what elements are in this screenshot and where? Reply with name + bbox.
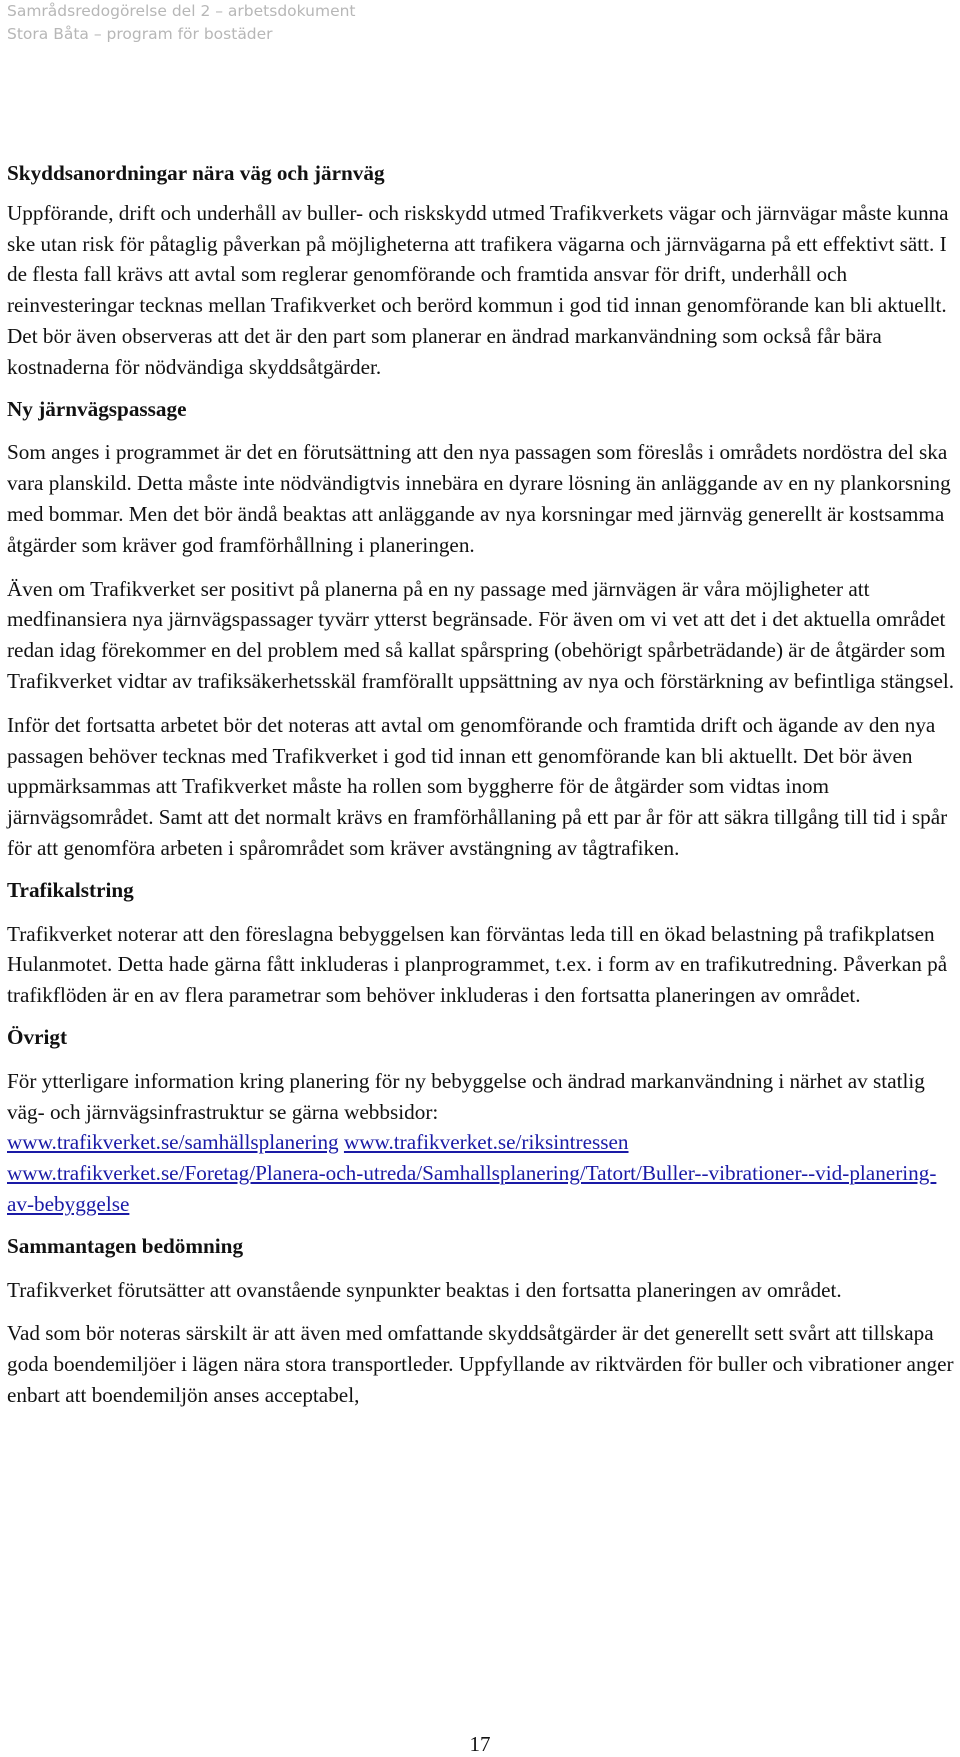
paragraph-trafik-1: Trafikverket noterar att den föreslagna bebyggelsen kan förväntas leda till en ökad belastning på trafikplatsen Hulanmotet. Detta hade gärna fått inkluderas i planprogrammet, t.ex. i form av en trafikutredning. Påverkan på trafikflöden är en av flera parametrar som behöver inkluderas i den fortsatta planeringen av området. bbox=[7, 921, 948, 1008]
header-program-title: Stora Båta – program för bostäder bbox=[7, 25, 273, 43]
paragraph-passage-2: Även om Trafikverket ser positivt på planerna på en ny passage med järnvägen är våra möjligheter att medfinansiera nya järnvägspassager tyvärr ytterst begränsade. För även om vi vet att det i det aktuella området redan idag förekommer en del problem med så kallat spårspring (obehörigt spårbeträdande) är de åtgärder som Trafikverket vidtar av trafiksäkerhetsskäl framförallt uppsättning av nya och förstärkning av befintliga stängsel. bbox=[7, 576, 955, 693]
heading-ovrigt: Övrigt bbox=[7, 1024, 68, 1049]
document-body bbox=[7, 158, 957, 1411]
running-header bbox=[7, 0, 356, 46]
heading-sammantagen-bedomning: Sammantagen bedömning bbox=[7, 1233, 244, 1258]
link-riksintressen[interactable]: www.trafikverket.se/riksintressen bbox=[343, 1130, 629, 1155]
heading-trafikalstring: Trafikalstring bbox=[7, 877, 134, 902]
heading-ny-jarnvagspassage: Ny järnvägspassage bbox=[7, 396, 187, 421]
link-samhallsplanering[interactable]: www.trafikverket.se/samhällsplanering bbox=[7, 1130, 339, 1155]
header-document-title: Samrådsredogörelse del 2 – arbetsdokument bbox=[7, 2, 356, 20]
page-number: 17 bbox=[469, 1732, 491, 1756]
heading-skyddsanordningar: Skyddsanordningar nära väg och järnväg bbox=[7, 161, 385, 185]
paragraph-samman-1: Trafikverket förutsätter att ovanstående synpunkter beaktas i den fortsatta planeringen av området. bbox=[7, 1277, 842, 1302]
paragraph-skydd-1: Uppförande, drift och underhåll av buller- och riskskydd utmed Trafikverkets vägar och järnvägar måste kunna ske utan risk för påtaglig påverkan på möjligheterna att trafikera vägarna och järnvägarna på ett effektivt sätt. I de flesta fall krävs att avtal som reglerar genomförande och framtida ansvar för drift, underhåll och reinvesteringar tecknas mellan Trafikverket och berörd kommun i god tid innan genomförande kan bli aktuellt. Det bör även observeras att det är den part som planerar en ändrad markanvändning som också får bära kostnaderna för nödvändiga skyddsåtgärder. bbox=[7, 200, 949, 379]
paragraph-passage-1: Som anges i programmet är det en förutsättning att den nya passagen som föreslås i områdets nordöstra del ska vara planskild. Detta måste inte nödvändigtvis innebära en dyrare lösning än anläggande av en ny plankorsning med bommar. Men det bör ändå beaktas att anläggande av nya korsningar med järnväg generellt är kostsamma åtgärder som kräver god framförhållning i planeringen. bbox=[7, 440, 951, 557]
ovrigt-text: För ytterligare information kring planering för ny bebyggelse och ändrad markanvändning i närhet av statlig väg- och järnvägsinfrastruktur se gärna webbsidor: bbox=[7, 1068, 925, 1124]
paragraph-samman-2: Vad som bör noteras särskilt är att även med omfattande skyddsåtgärder är det generellt sett svårt att tillskapa goda boendemiljöer i lägen nära stora transportleder. Uppfyllande av riktvärden för buller och vibrationer anger enbart att boendemiljön anses acceptabel, bbox=[7, 1321, 954, 1407]
paragraph-ovrigt-1 bbox=[7, 1066, 957, 1220]
paragraph-passage-3: Inför det fortsatta arbetet bör det noteras att avtal om genomförande och framtida drift och ägande av den nya passagen behöver tecknas med Trafikverket i god tid innan ett genomförande kan bli aktuellt. Det bör även uppmärksammas att Trafikverket måste ha rollen som byggherre för de åtgärder som vidtas inom järnvägsområdet. Samt att det normalt krävs en framförhållaning på ett par år för att säkra tillgång till tid i spår för att genomföra arbeten i spårområdet som kräver avstängning av tågtrafiken. bbox=[7, 712, 948, 860]
link-buller-vibrationer[interactable]: www.trafikverket.se/Foretag/Planera-och-utreda/Samhallsplanering/Tatort/Buller--vibrationer--vid-planering-av-bebyggelse bbox=[7, 1161, 937, 1216]
